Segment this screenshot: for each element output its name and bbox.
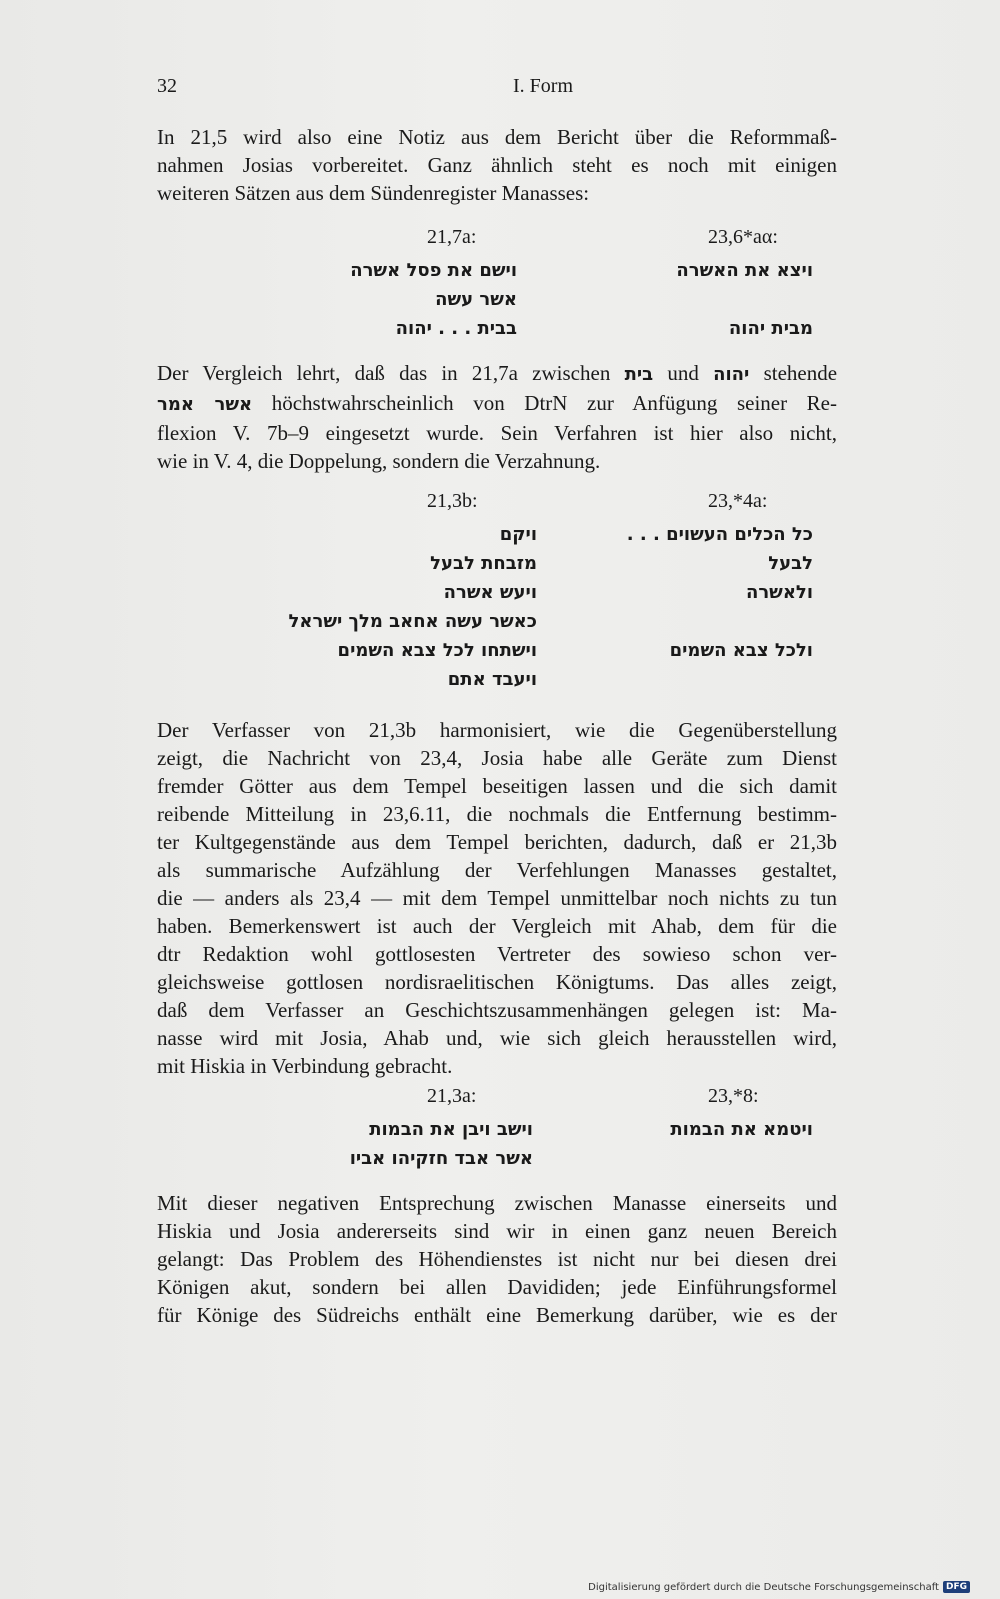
text-line: daß dem Verfasser an Geschichtszusammenhängen gelegen ist: Ma-	[157, 998, 837, 1022]
text-line: haben. Bemerkenswert ist auch der Vergleich mit Ahab, dem für die	[157, 914, 837, 938]
hebrew-line: ולאשרה	[745, 582, 813, 603]
hebrew-line: ויצא את האשרה	[676, 260, 813, 281]
text-line: nasse wird mit Josia, Ahab und, wie sich gleich herausstellen wird,	[157, 1026, 837, 1050]
hebrew-line	[627, 665, 813, 694]
right-reference: 23,6*aα:	[708, 226, 778, 248]
text-line: flexion V. 7b–9 eingesetzt wurde. Sein Verfahren ist hier also nicht,	[157, 421, 837, 445]
text-line: gleichsweise gottlosen nordisraelitischen Königtums. Das alles zeigt,	[157, 970, 837, 994]
text-segment: höchstwahrscheinlich von DtrN zur Anfügung seiner Re-	[271, 391, 837, 415]
hebrew-line: וישם את פסל אשרה	[350, 260, 517, 281]
right-reference: 23,*4a:	[708, 490, 768, 512]
hebrew-line: מזבחת לבעל	[430, 553, 537, 574]
credit-text: Digitalisierung gefördert durch die Deutsche Forschungsgemeinschaft	[588, 1581, 939, 1593]
right-reference: 23,*8:	[708, 1085, 759, 1107]
hebrew-line: אשר עשה	[435, 289, 517, 310]
hebrew-line: לבעל	[768, 553, 813, 574]
hebrew-line: כאשר עשה אחאב מלך ישראל	[288, 611, 537, 632]
hebrew-line: מבית יהוה	[728, 318, 813, 339]
hebrew-line: ויקם	[499, 524, 537, 545]
text-line: In 21,5 wird also eine Notiz aus dem Bericht über die Reformmaß-	[157, 125, 837, 149]
hebrew-line	[676, 285, 813, 314]
text-line: wie in V. 4, die Doppelung, sondern die Verzahnung.	[157, 449, 601, 473]
left-reference: 21,3b:	[427, 490, 478, 512]
text-line-mixed	[157, 359, 837, 389]
left-reference: 21,3a:	[427, 1085, 477, 1107]
paragraph-4	[157, 1189, 837, 1329]
hebrew-word: אשר אמר	[157, 394, 253, 415]
hebrew-line: אשר אבד חזקיהו אביו	[349, 1148, 533, 1169]
left-hebrew-column	[288, 520, 537, 694]
paragraph-3	[157, 716, 837, 1080]
text-line: mit Hiskia in Verbindung gebracht.	[157, 1054, 453, 1078]
text-line: Mit dieser negativen Entsprechung zwischen Manasse einerseits und	[157, 1191, 837, 1215]
right-hebrew-column	[627, 520, 813, 694]
text-line: für Könige des Südreichs enthält eine Bemerkung darüber, wie es der	[157, 1303, 837, 1327]
hebrew-word: בית	[624, 364, 654, 385]
text-line: weiteren Sätzen aus dem Sündenregister Manasses:	[157, 181, 590, 205]
dfg-logo: DFG	[943, 1581, 970, 1593]
left-hebrew-column	[350, 1115, 533, 1173]
left-reference: 21,7a:	[427, 226, 477, 248]
paragraph-1	[157, 123, 837, 207]
left-hebrew-column	[350, 256, 517, 343]
running-header	[157, 75, 837, 105]
text-segment: und	[667, 361, 699, 385]
text-line: die — anders als 23,4 — mit dem Tempel unmittelbar noch nichts zu tun	[157, 886, 837, 910]
hebrew-line: ויטמא את הבמות	[670, 1119, 813, 1140]
hebrew-line: ולכל צבא השמים	[669, 640, 813, 661]
text-segment: Der Vergleich lehrt, daß das in 21,7a zwischen	[157, 361, 611, 385]
text-line: Königen akut, sondern bei allen Davididen; jede Einführungsformel	[157, 1275, 837, 1299]
text-line: nahmen Josias vorbereitet. Ganz ähnlich steht es noch mit einigen	[157, 153, 837, 177]
hebrew-line: וישב ויבן את הבמות	[369, 1119, 533, 1140]
text-line: ter Kultgegenstände aus dem Tempel berichten, dadurch, daß er 21,3b	[157, 830, 837, 854]
hebrew-line	[670, 1144, 813, 1173]
text-line: als summarische Aufzählung der Verfehlungen Manasses gestaltet,	[157, 858, 837, 882]
running-title: I. Form	[513, 75, 573, 97]
hebrew-line: ויעש אשרה	[443, 582, 537, 603]
text-line: dtr Redaktion wohl gottlosesten Vertreter des sowieso schon ver-	[157, 942, 837, 966]
digitization-credit	[588, 1581, 970, 1593]
hebrew-line: כל הכלים העשוים . . .	[626, 524, 813, 545]
text-line: Der Verfasser von 21,3b harmonisiert, wie die Gegenüberstellung	[157, 718, 837, 742]
right-hebrew-column	[676, 256, 813, 343]
paragraph-2	[157, 359, 837, 475]
page-number: 32	[157, 75, 177, 97]
text-segment: stehende	[763, 361, 838, 385]
text-line: reibende Mitteilung in 23,6.11, die nochmals die Entfernung bestimm-	[157, 802, 837, 826]
text-line: gelangt: Das Problem des Höhendienstes ist nicht nur bei diesen drei	[157, 1247, 837, 1271]
hebrew-line	[627, 607, 813, 636]
text-line: zeigt, die Nachricht von 23,4, Josia habe alle Geräte zum Dienst	[157, 746, 837, 770]
text-line-mixed	[157, 389, 837, 419]
hebrew-word: יהוה	[713, 364, 750, 385]
right-hebrew-column	[670, 1115, 813, 1173]
hebrew-line: וישתחו לכל צבא השמים	[337, 640, 537, 661]
text-line: Hiskia und Josia andererseits sind wir in einen ganz neuen Bereich	[157, 1219, 837, 1243]
text-line: fremder Götter aus dem Tempel beseitigen lassen und die sich damit	[157, 774, 837, 798]
hebrew-line: ויעבד אתם	[447, 669, 537, 690]
hebrew-line: בבית . . . יהוה	[395, 318, 517, 339]
